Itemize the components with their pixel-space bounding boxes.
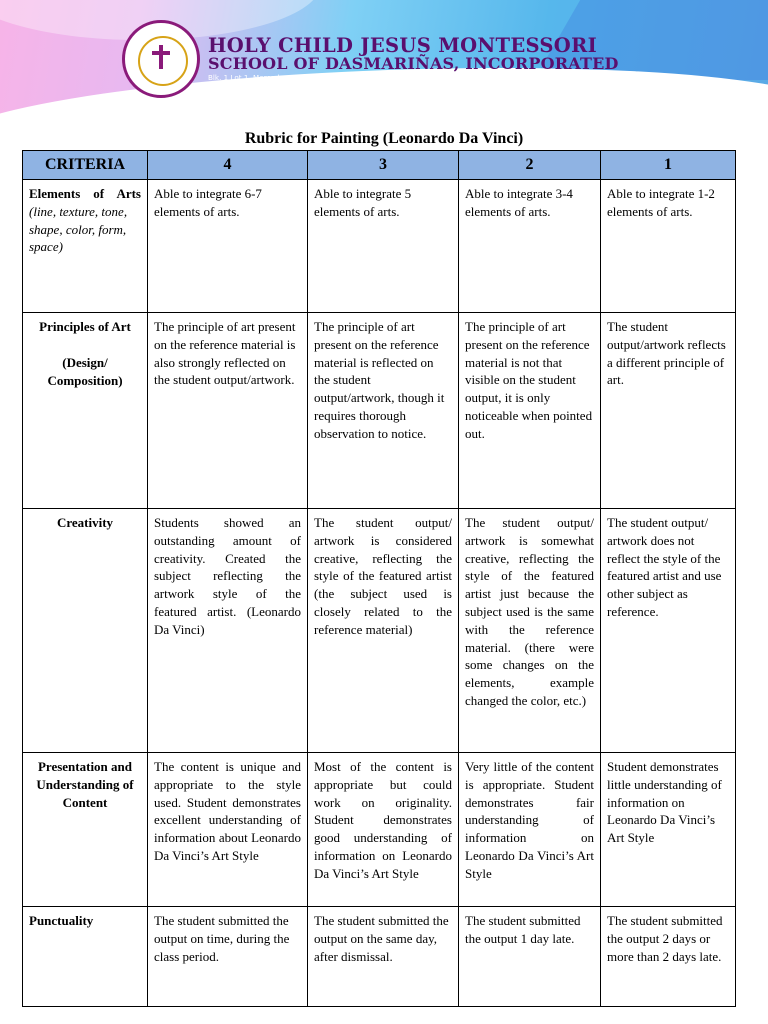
score-cell: The student output/ artwork does not reflect the style of the featured artist and use other subject as reference. [601, 509, 736, 753]
table-row [23, 753, 736, 907]
score-cell: The student submitted the output on the same day, after dismissal. [308, 907, 459, 1007]
criterion-label: Elements of Arts [29, 186, 141, 201]
header-score-2: 2 [459, 151, 601, 180]
score-cell: The student submitted the output 2 days or more than 2 days late. [601, 907, 736, 1007]
criterion-cell: Creativity [23, 509, 148, 753]
score-cell: The student output/ artwork is considered creative, reflecting the style of the featured artist (the subject used is closely related to the reference material) [308, 509, 459, 753]
criterion-label: Principles of Art [39, 319, 131, 334]
score-cell: Very little of the content is appropriate. Student demonstrates fair understanding of information on Leonardo Da Vinci’s Art Style [459, 753, 601, 907]
score-cell: The student submitted the output on time, during the class period. [148, 907, 308, 1007]
score-cell: Able to integrate 3-4 elements of arts. [459, 180, 601, 313]
criterion-cell: Punctuality [23, 907, 148, 1007]
criterion-sub: (Design/ Composition) [47, 354, 123, 388]
school-name: HOLY CHILD JESUS MONTESSORI [208, 34, 598, 57]
score-cell: The principle of art present on the reference material is not that visible on the student output, it is only noticeable when pointed out. [459, 313, 601, 509]
table-row [23, 313, 736, 509]
school-address: Blk. 1 Lot 1, Mercedes St. Villa Luisa Homes IV San Agustin III, Dasmariñas City, Cavite 4114 [208, 73, 541, 82]
header-score-1: 1 [601, 151, 736, 180]
criterion-cell [23, 180, 148, 313]
score-cell: The principle of art present on the reference material is also strongly reflected on the student output/artwork. [148, 313, 308, 509]
criterion-cell: Presentation and Understanding of Content [23, 753, 148, 907]
score-cell: The principle of art present on the reference material is reflected on the student output/artwork, though it requires thorough observation to notice. [308, 313, 459, 509]
table-row [23, 509, 736, 753]
rubric-table [22, 150, 736, 1007]
table-row [23, 907, 736, 1007]
score-cell: The student submitted the output 1 day late. [459, 907, 601, 1007]
score-cell: The student output/artwork reflects a different principle of art. [601, 313, 736, 509]
header-score-4: 4 [148, 151, 308, 180]
header-banner [0, 0, 768, 118]
score-cell: Able to integrate 5 elements of arts. [308, 180, 459, 313]
score-cell: The content is unique and appropriate to the style used. Student demonstrates excellent understanding of information about Leonardo Da Vinci’s Art Style [148, 753, 308, 907]
table-header-row [23, 151, 736, 180]
criterion-note: (line, texture, tone, shape, color, form, space) [29, 203, 128, 255]
criterion-cell [23, 313, 148, 509]
header-score-3: 3 [308, 151, 459, 180]
score-cell: Student demonstrates little understanding of information on Leonardo Da Vinci’s Art Style [601, 753, 736, 907]
header-criteria: CRITERIA [23, 151, 148, 180]
score-cell: Able to integrate 1-2 elements of arts. [601, 180, 736, 313]
score-cell: Able to integrate 6-7 elements of arts. [148, 180, 308, 313]
cross-icon [152, 45, 170, 69]
table-row [23, 180, 736, 313]
school-seal-logo [122, 20, 200, 98]
document-title: Rubric for Painting (Leonardo Da Vinci) [244, 130, 524, 147]
score-cell: Students showed an outstanding amount of creativity. Created the subject reflecting the artwork style of the featured artist. (Leonardo Da Vinci) [148, 509, 308, 753]
school-subtitle: SCHOOL OF DASMARIÑAS, INCORPORATED [208, 54, 619, 73]
score-cell: Most of the content is appropriate but could work on originality. Student demonstrates good understanding of information on Leonardo Da Vinci’s Art Style [308, 753, 459, 907]
score-cell: The student output/ artwork is somewhat creative, reflecting the style of the featured artist just because the subject used is the same with the reference material. (there were some changes on the elements, example changed the color, etc.) [459, 509, 601, 753]
